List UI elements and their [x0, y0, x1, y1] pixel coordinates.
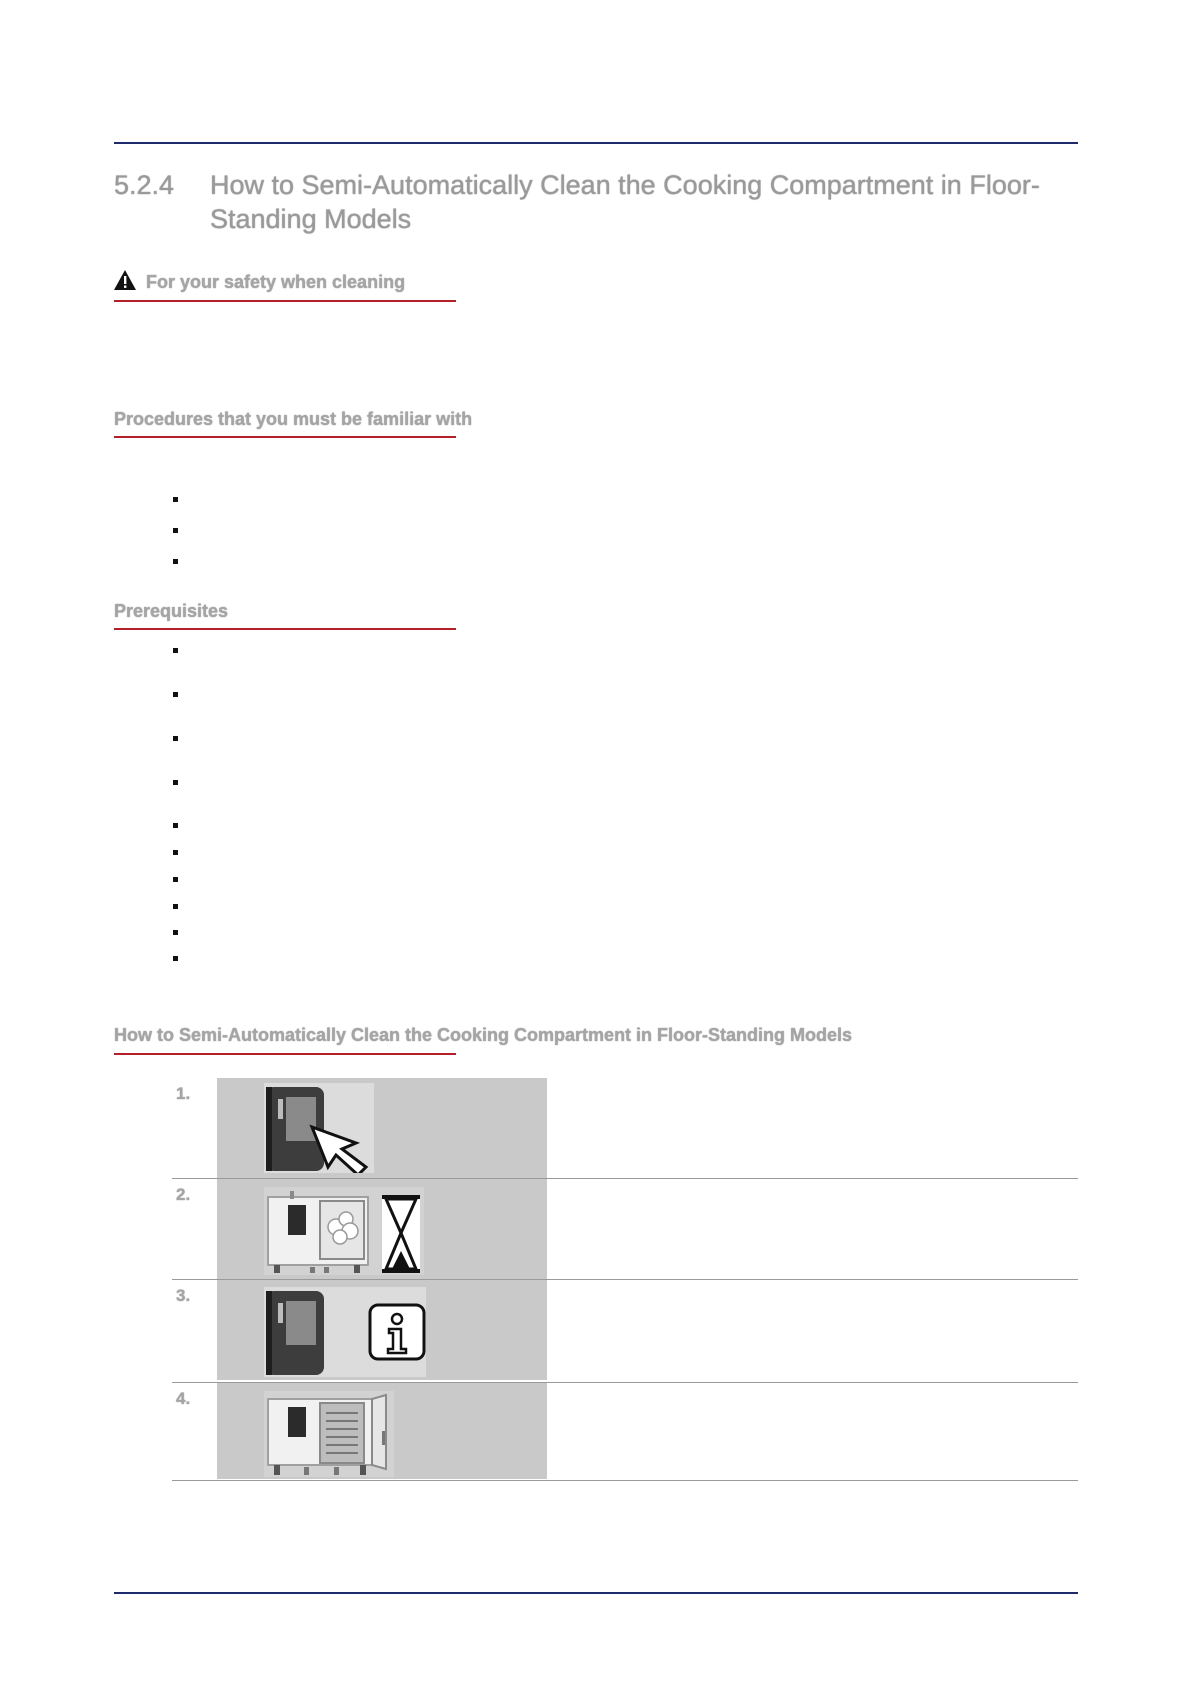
oven-steam-hourglass-icon [264, 1187, 424, 1275]
oven-door-open-icon [264, 1391, 394, 1477]
step-4-number: 4. [176, 1389, 191, 1408]
step-3-number: 3. [176, 1286, 191, 1305]
list-item-bullet [173, 930, 178, 935]
list-item-bullet [173, 904, 178, 909]
prerequisites-heading: Prerequisites [114, 601, 229, 621]
list-item-bullet [173, 692, 178, 697]
safety-heading-underline [114, 300, 456, 302]
procedures-heading: Procedures that you must be familiar with [114, 409, 473, 429]
section-number: 5.2.4 [114, 170, 175, 200]
safety-heading [114, 270, 405, 293]
list-item-bullet [173, 528, 178, 533]
list-item-bullet [173, 956, 178, 961]
warning-triangle-icon [114, 270, 136, 290]
list-item-bullet [173, 877, 178, 882]
prerequisites-heading-underline [114, 628, 456, 630]
page-top-rule [114, 142, 1078, 144]
list-item-bullet [173, 850, 178, 855]
safety-heading-text: For your safety when cleaning [146, 272, 406, 292]
list-item-bullet [173, 823, 178, 828]
page-bottom-rule [114, 1592, 1078, 1594]
list-item-bullet [173, 559, 178, 564]
list-item-bullet [173, 736, 178, 741]
procedures-heading-underline [114, 436, 456, 438]
step-2-number: 2. [176, 1185, 191, 1204]
oven-info-icon [264, 1287, 426, 1377]
howto-heading: How to Semi-Automatically Clean the Cooking Compartment in Floor-Standing Models [114, 1025, 853, 1045]
list-item-bullet [173, 497, 178, 502]
step-separator [172, 1480, 1078, 1481]
section-title: How to Semi-Automatically Clean the Cooking Compartment in Floor-Standing Models [210, 170, 1040, 234]
list-item-bullet [173, 648, 178, 653]
howto-heading-underline [114, 1053, 456, 1055]
oven-door-press-icon [264, 1083, 374, 1173]
list-item-bullet [173, 780, 178, 785]
section-title-block [114, 168, 1084, 236]
step-1-number: 1. [176, 1084, 191, 1103]
